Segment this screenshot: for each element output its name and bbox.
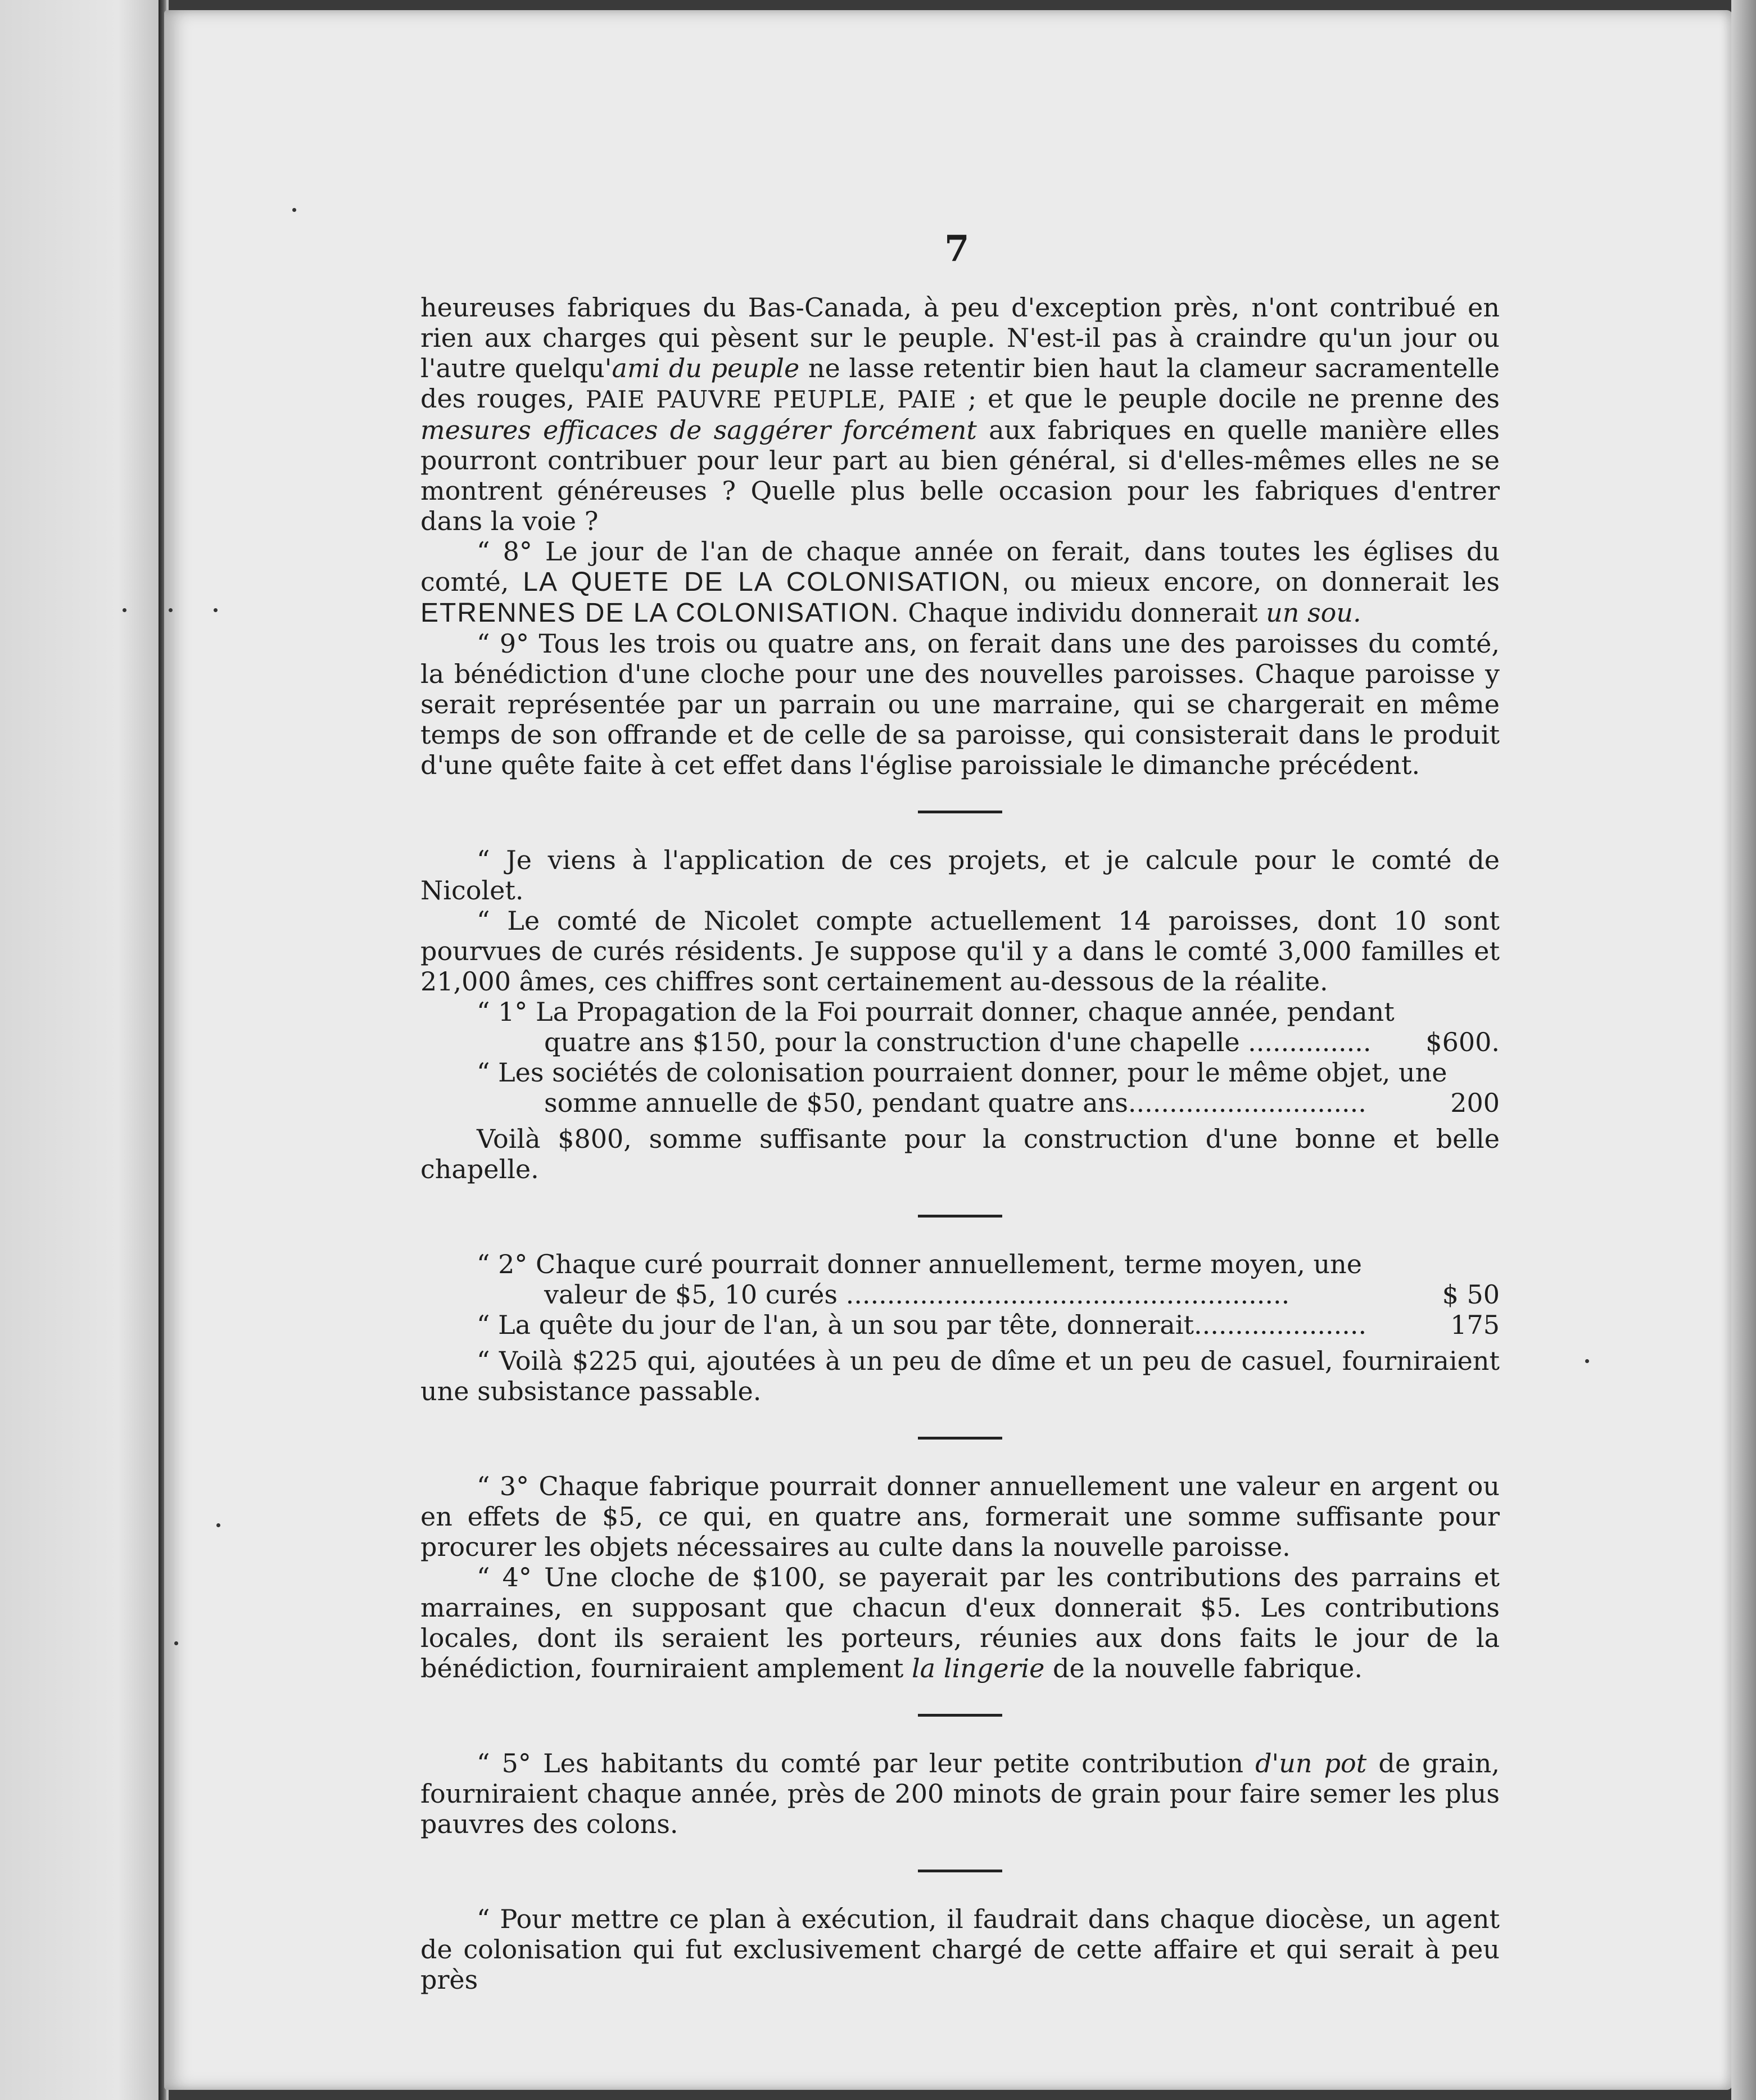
budget-total: “ Voilà $225 qui, ajoutées à un peu de dîme et un peu de casuel, fourniraient une subsistance passable. xyxy=(420,1346,1500,1406)
section-divider xyxy=(918,1215,1002,1218)
budget-item-1: “ 1° La Propagation de la Foi pourrait donner, chaque année, pendant quatre ans $150, pour la construction d'une chapelle ............... $600. xyxy=(477,997,1500,1057)
budget-item-3: “ 2° Chaque curé pourrait donner annuellement, terme moyen, une valeur de $5, 10 curés ...................................................... $ 50 xyxy=(477,1249,1500,1310)
speck xyxy=(216,1523,220,1527)
page-body xyxy=(420,292,1500,1995)
speck xyxy=(174,1641,178,1645)
paragraph-nicolet: “ Le comté de Nicolet compte actuellement 14 paroisses, dont 10 sont pourvues de curés résidents. Je suppose qu'il y a dans le comté 3,000 familles et 21,000 âmes, ces chiffres sont certainement au-dessous de la réalite. xyxy=(420,906,1500,997)
budget-item-2: “ Les sociétés de colonisation pourraient donner, pour le même objet, une somme annuelle de $50, pendant quatre ans............................. 200 xyxy=(477,1057,1500,1118)
section-divider xyxy=(918,811,1002,813)
budget-item-4: “ La quête du jour de l'an, à un sou par tête, donnerait..................... 175 xyxy=(477,1310,1500,1340)
paragraph-item-8: “ 8° Le jour de l'an de chaque année on ferait, dans toutes les églises du comté, LA QUETE DE LA COLONISATION, ou mieux encore, on donnerait les ETRENNES DE LA COLONISATION. Chaque individu donnerait un sou. xyxy=(420,536,1500,628)
amount: 175 xyxy=(1450,1310,1500,1340)
paragraph-item-3: “ 3° Chaque fabrique pourrait donner annuellement une valeur en argent ou en effets de $5, ce qui, en quatre ans, formerait une somme suffisante pour procurer les objets nécessaires au culte dans la nouvelle paroisse. xyxy=(420,1471,1500,1562)
paragraph-item-9: “ 9° Tous les trois ou quatre ans, on ferait dans une des paroisses du comté, la bénédiction d'une cloche pour une des nouvelles paroisses. Chaque paroisse y serait représentée par un parrain ou une marraine, qui se chargerait en même temps de son offrande et de celle de sa paroisse, qui consisterait dans le produit d'une quête faite à cet effet dans l'église paroissiale le dimanche précédent. xyxy=(420,628,1500,780)
paragraph-item-4: “ 4° Une cloche de $100, se payerait par les contributions des parrains et marraines, en supposant que chacun d'eux donnerait $5. Les contributions locales, dont ils seraient les porteurs, réunies aux dons faits le jour de la bénédiction, fourniraient amplement la lingerie de la nouvelle fabrique. xyxy=(420,1562,1500,1683)
paragraph-item-5: “ 5° Les habitants du comté par leur petite contribution d'un pot de grain, fourniraient chaque année, près de 200 minots de grain pour faire semer les plus pauvres des colons. xyxy=(420,1748,1500,1839)
speck xyxy=(292,208,296,212)
speck xyxy=(123,608,126,612)
section-divider xyxy=(918,1870,1002,1872)
amount: 200 xyxy=(1450,1088,1500,1118)
facing-page xyxy=(0,0,169,2100)
amount: $600. xyxy=(1425,1027,1500,1057)
budget-total: Voilà $800, somme suffisante pour la construction d'une bonne et belle chapelle. xyxy=(420,1124,1500,1184)
section-divider xyxy=(918,1714,1002,1717)
speck xyxy=(169,608,173,612)
page-number: 7 xyxy=(944,228,970,270)
paragraph-agent: “ Pour mettre ce plan à exécution, il faudrait dans chaque diocèse, un agent de colonisation qui fut exclusivement chargé de cette affaire et qui serait à peu près xyxy=(420,1904,1500,1995)
paragraph-application: “ Je viens à l'application de ces projets, et je calcule pour le comté de Nicolet. xyxy=(420,845,1500,906)
section-divider xyxy=(918,1437,1002,1440)
speck xyxy=(1585,1359,1589,1363)
speck xyxy=(214,608,218,612)
paragraph-continuation: heureuses fabriques du Bas-Canada, à peu d'exception près, n'ont contribué en rien aux charges qui pèsent sur le peuple. N'est-il pas à craindre qu'un jour ou l'autre quelqu'ami du peuple ne lasse retentir bien haut la clameur sacramentelle des rouges, PAIE PAUVRE PEUPLE, PAIE ; et que le peuple docile ne prenne des mesures efficaces de saggérer forcément aux fabriques en quelle manière elles pourront contribuer pour leur part au bien général, si d'elles-mêmes elles ne se montrent généreuses ? Quelle plus belle occasion pour les fabriques d'entrer dans la voie ? xyxy=(420,292,1500,536)
page-edge xyxy=(1731,0,1756,2100)
amount: $ 50 xyxy=(1442,1279,1500,1310)
